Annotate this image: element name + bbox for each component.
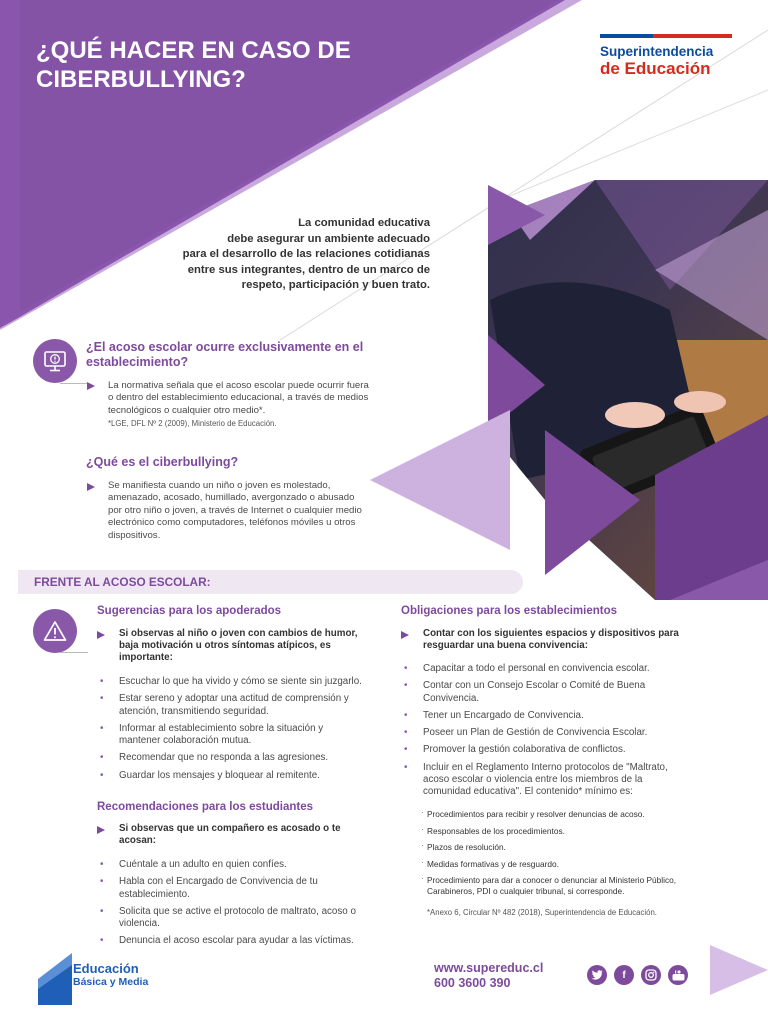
bullet-arrow-icon [401, 631, 409, 639]
parents-list [97, 676, 367, 787]
warning-triangle-icon [33, 609, 77, 653]
intro-line: debe asegurar un ambiente adecuado [227, 232, 430, 245]
list-item: • Contar con un Consejo Escolar o Comité de Buena Convivencia. [401, 680, 686, 705]
obligations-sublist [399, 809, 689, 903]
superintendencia-logo [600, 34, 732, 78]
list-item: • Habla con el Encargado de Convivencia de tu establecimiento. [97, 876, 367, 901]
logo-line2: de Educación [600, 59, 711, 78]
obligations-note: *Anexo 6, Circular Nº 482 (2018), Superintendencia de Educación. [427, 908, 657, 917]
section1-line [60, 383, 88, 384]
page-title [36, 36, 351, 94]
banner-label: FRENTE AL ACOSO ESCOLAR: [34, 575, 211, 589]
left-column-line [60, 652, 88, 653]
bullet-arrow-icon [97, 631, 105, 639]
sub-list-item: · Medidas formativas y de resguardo. [399, 859, 689, 870]
footer-brand-line1: Educación [73, 961, 139, 976]
list-item: • Incluir en el Reglamento Interno protocolos de "Maltrato, acoso escolar o violencia entre los miembros de la comunidad educativa". El contenido* mínimo es: [401, 762, 686, 799]
phone-number: 600 3600 390 [434, 976, 511, 990]
sub-list-item: · Procedimiento para dar a conocer o denunciar al Ministerio Público, Carabineros, PDI o cualquier tribunal, si corresponde. [399, 875, 689, 897]
section1-note: *LGE, DFL Nº 2 (2009), Ministerio de Educación. [108, 419, 277, 428]
list-item: • Poseer un Plan de Gestión de Convivencia Escolar. [401, 727, 686, 739]
logo-line1: Superintendencia [600, 44, 714, 59]
list-item: • Recomendar que no responda a las agresiones. [97, 752, 367, 764]
section2-question: ¿Qué es el ciberbullying? [86, 455, 239, 469]
students-keyboard-photo [370, 180, 768, 600]
facebook-icon[interactable]: f [614, 965, 634, 985]
list-item: • Denuncia el acoso escolar para ayudar a las víctimas. [97, 935, 367, 947]
page-title-line1: ¿QUÉ HACER EN CASO DE [36, 37, 351, 64]
students-list [97, 859, 367, 953]
twitter-icon[interactable] [587, 965, 607, 985]
section1-question: ¿El acoso escolar ocurre exclusivamente en el establecimiento? [86, 340, 364, 369]
list-item: • Solicita que se active el protocolo de maltrato, acoso o violencia. [97, 906, 367, 931]
list-item: • Cuéntale a un adulto en quien confíes. [97, 859, 367, 871]
list-item: • Promover la gestión colaborativa de conflictos. [401, 744, 686, 756]
intro-line: entre sus integrantes, dentro de un marco de [187, 263, 430, 276]
footer-triangle [710, 945, 768, 995]
educacion-logo-shape [38, 953, 72, 1005]
computer-warning-icon [33, 339, 77, 383]
list-item: • Capacitar a todo el personal en convivencia escolar. [401, 663, 686, 675]
list-item: • Guardar los mensajes y bloquear al remitente. [97, 770, 367, 782]
sub-list-item: · Plazos de resolución. [399, 842, 689, 853]
intro-line: respeto, participación y buen trato. [241, 279, 430, 292]
footer-brand-line2: Básica y Media [73, 976, 149, 988]
bullet-arrow-icon [87, 382, 95, 390]
list-item: • Tener un Encargado de Convivencia. [401, 710, 686, 722]
students-title: Recomendaciones para los estudiantes [97, 801, 314, 813]
youtube-icon[interactable] [668, 965, 688, 985]
list-item: • Escuchar lo que ha vivido y cómo se siente sin juzgarlo. [97, 676, 367, 688]
list-item: • Informar al establecimiento sobre la situación y mantener colaboración mutua. [97, 723, 367, 748]
sub-list-item: · Responsables de los procedimientos. [399, 826, 689, 837]
obligations-title: Obligaciones para los establecimientos [401, 605, 618, 617]
footer-brand [73, 962, 148, 989]
chilean-flag-bar [600, 34, 732, 38]
intro-line: La comunidad educativa [298, 217, 430, 229]
obligations-list [401, 663, 686, 804]
section1-text: La normativa señala que el acoso escolar puede ocurrir fuera o dentro del establecimiento educacional, a través de medios tecnológicos o cualquier otro medio*. [108, 380, 369, 416]
parents-intro: Si observas al niño o joven con cambios de humor, baja motivación u otros síntomas atípicos, es importante: [119, 628, 358, 664]
bullet-arrow-icon [97, 826, 105, 834]
students-intro: Si observas que un compañero es acosado o te acosan: [119, 823, 341, 847]
section-banner [18, 570, 523, 594]
sub-list-item: · Procedimientos para recibir y resolver denuncias de acoso. [399, 809, 689, 820]
instagram-icon[interactable] [641, 965, 661, 985]
list-item: • Estar sereno y adoptar una actitud de comprensión y atención, transmitiendo seguridad. [97, 693, 367, 718]
parents-title: Sugerencias para los apoderados [97, 605, 282, 617]
page-title-line2: CIBERBULLYING? [36, 66, 246, 93]
website-link[interactable]: www.supereduc.cl [434, 961, 544, 975]
bullet-arrow-icon [87, 483, 95, 491]
intro-line: para el desarrollo de las relaciones cotidianas [182, 248, 430, 261]
section2-text: Se manifiesta cuando un niño o joven es molestado, amenazado, acosado, humillado, avergonzado o abusado por otro niño o joven, a través de Internet o cualquier medio electrónico como computadores, teléfonos móviles u otros dispositivos. [108, 480, 362, 541]
obligations-intro: Contar con los siguientes espacios y dispositivos para resguardar una buena convivencia: [423, 628, 679, 652]
